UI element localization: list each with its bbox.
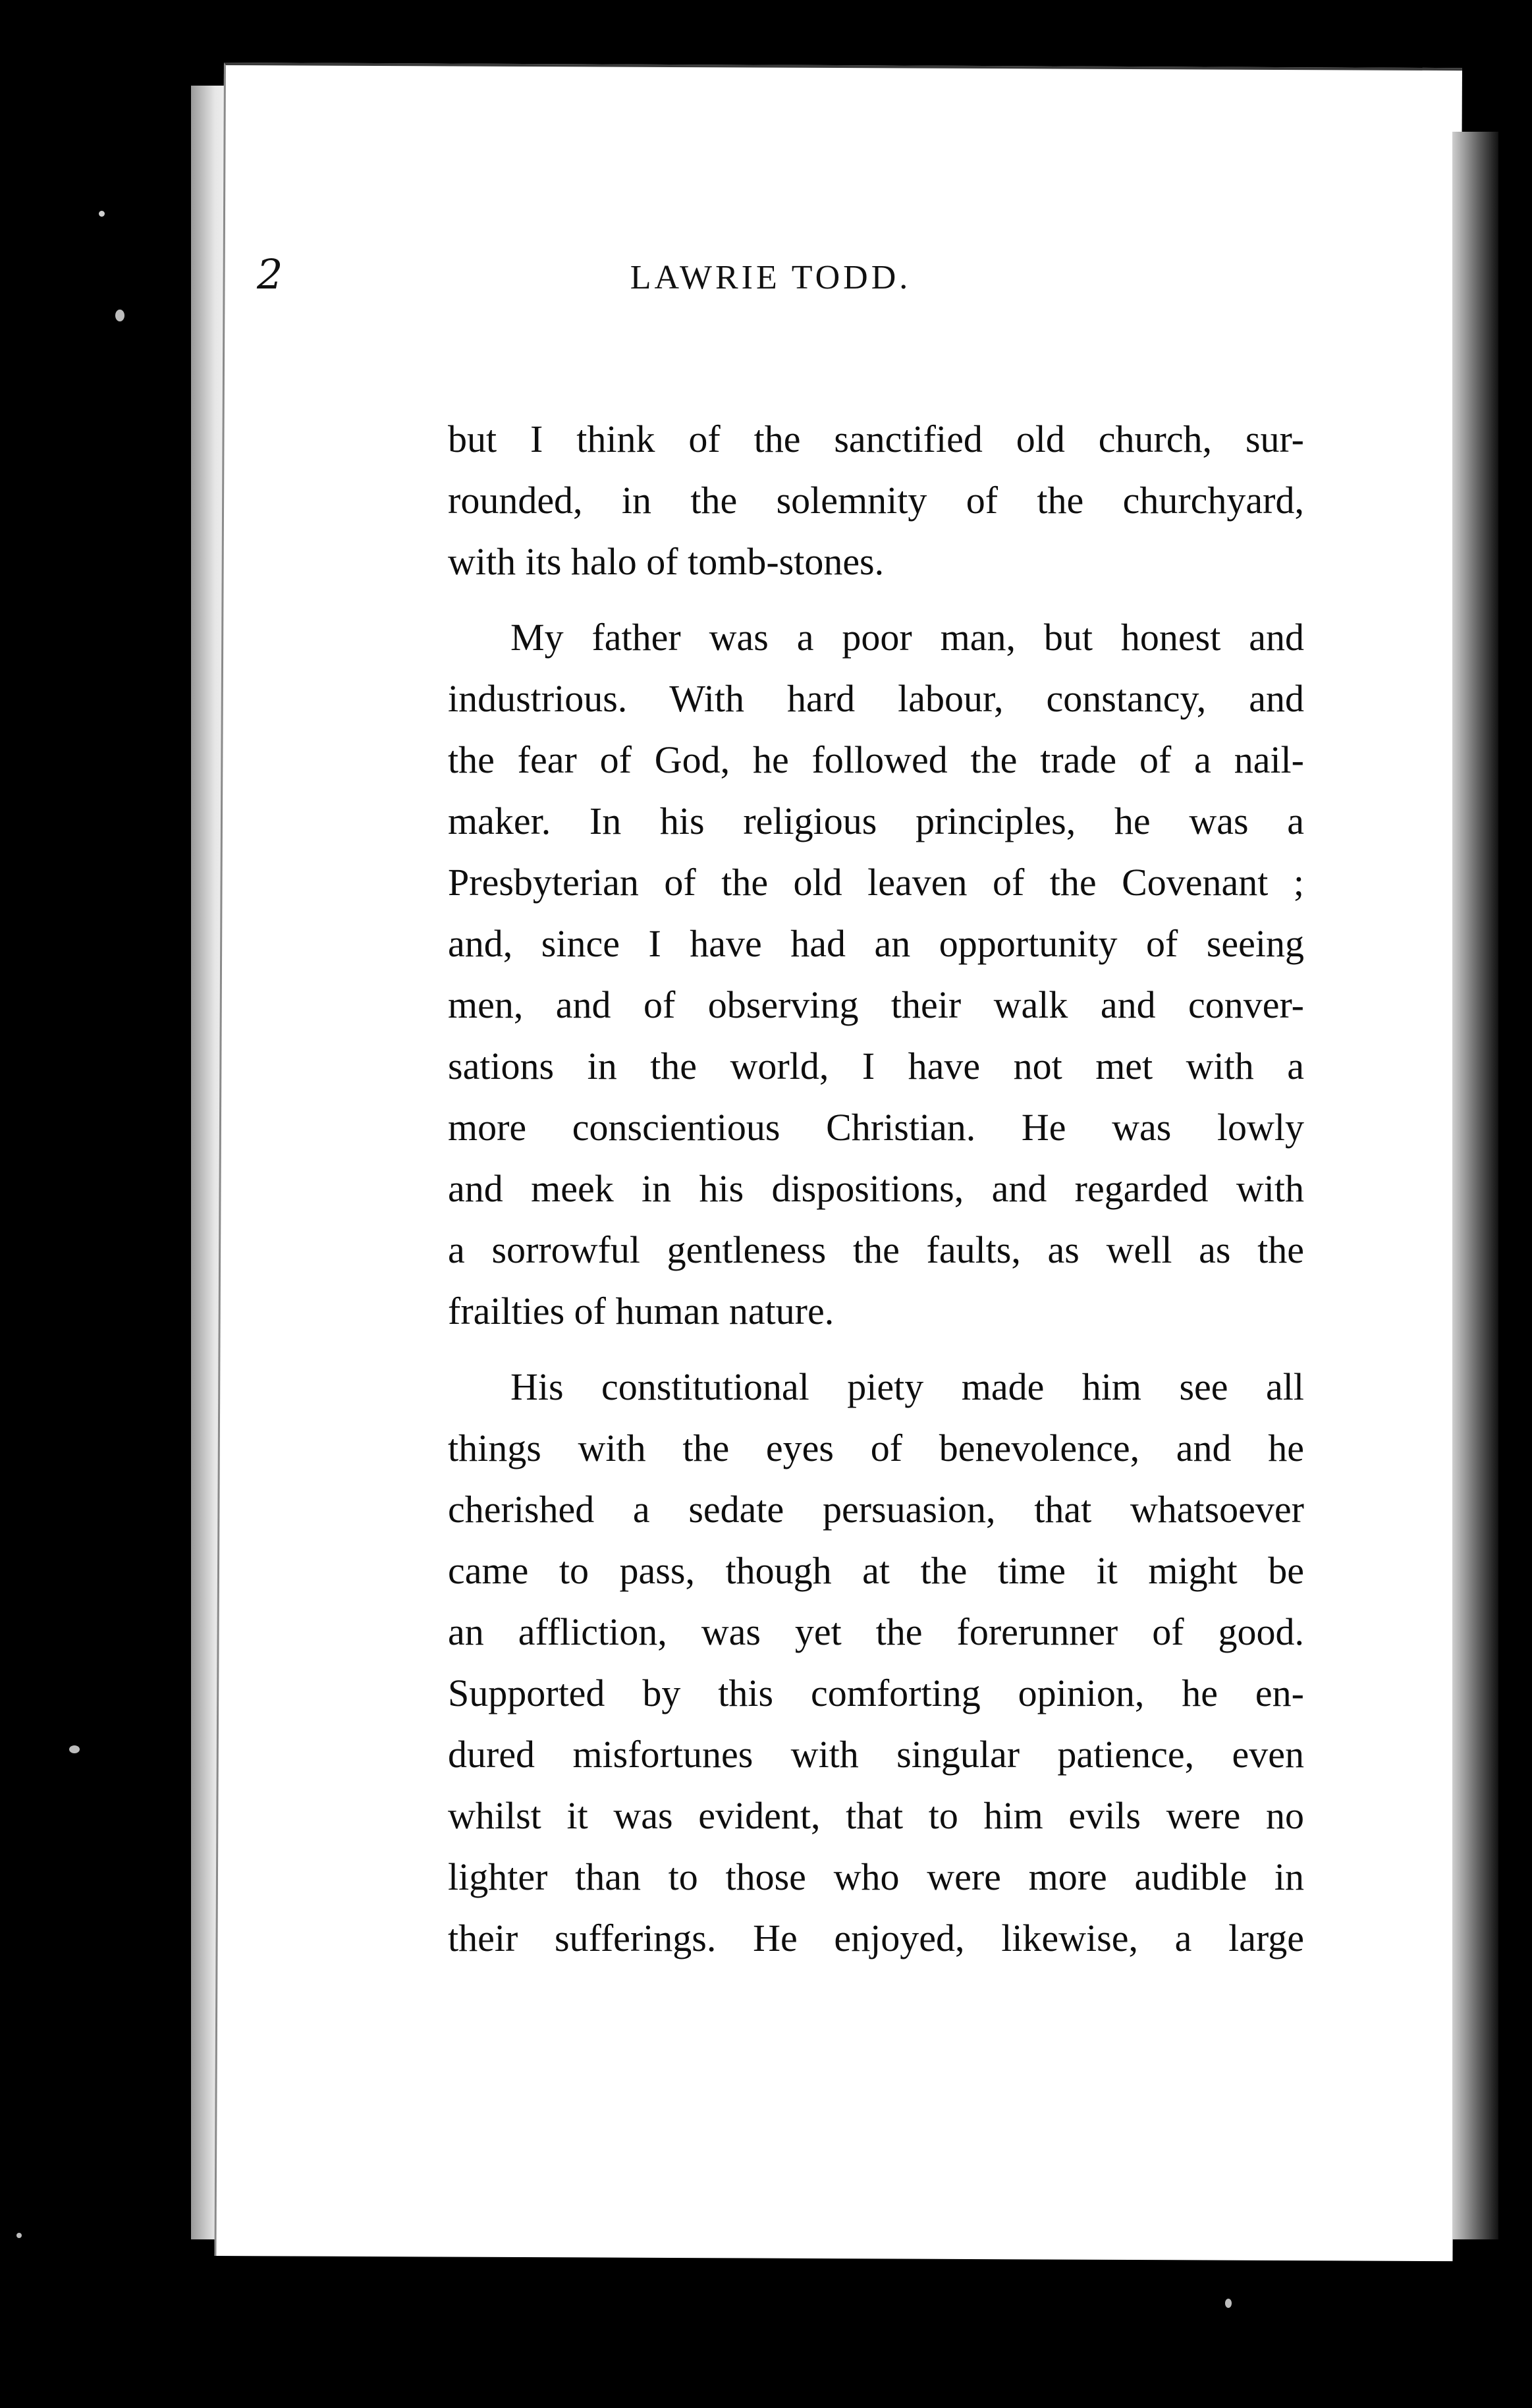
text-line: more conscientious Christian. He was lowly xyxy=(448,1106,1304,1149)
page-gutter-shadow xyxy=(1452,132,1498,2239)
text-line: frailties of human nature. xyxy=(448,1290,834,1332)
text-line: men, and of observing their walk and conver- xyxy=(448,983,1304,1026)
scan-speck xyxy=(16,2233,22,2238)
scan-speck xyxy=(99,211,105,217)
text-line: His constitutional piety made him see all xyxy=(510,1365,1304,1408)
text-line: lighter than to those who were more audible in xyxy=(448,1855,1304,1898)
text-line: cherished a sedate persuasion, that whatsoever xyxy=(448,1488,1304,1531)
running-head xyxy=(257,250,1284,310)
text-line: but I think of the sanctified old church, sur- xyxy=(448,418,1304,460)
text-line: an affliction, was yet the forerunner of good. xyxy=(448,1610,1304,1653)
text-line: a sorrowful gentleness the faults, as well as the xyxy=(448,1228,1304,1271)
text-line: things with the eyes of benevolence, and he xyxy=(448,1427,1304,1469)
scan-speck xyxy=(115,310,124,321)
text-line: sations in the world, I have not met with a xyxy=(448,1045,1304,1087)
page-number: 2 xyxy=(257,250,283,298)
text-line: came to pass, though at the time it might be xyxy=(448,1549,1304,1592)
scan-speck xyxy=(1225,2299,1232,2308)
text-line: and, since I have had an opportunity of seeing xyxy=(448,922,1304,965)
text-line: rounded, in the solemnity of the churchyard, xyxy=(448,479,1304,522)
text-line: My father was a poor man, but honest and xyxy=(510,616,1304,659)
text-line: dured misfortunes with singular patience, even xyxy=(448,1733,1304,1776)
text-line: their sufferings. He enjoyed, likewise, a large xyxy=(448,1917,1304,1959)
text-line: Supported by this comforting opinion, he en- xyxy=(448,1672,1304,1714)
running-title: LAWRIE TODD. xyxy=(630,259,912,296)
text-line: whilst it was evident, that to him evils were no xyxy=(448,1794,1304,1837)
text-line: industrious. With hard labour, constancy, and xyxy=(448,677,1304,720)
text-line: Presbyterian of the old leaven of the Covenant ; xyxy=(448,861,1304,904)
text-line: maker. In his religious principles, he was a xyxy=(448,800,1304,842)
text-line: the fear of God, he followed the trade of a nail- xyxy=(448,738,1304,781)
scan-speck xyxy=(69,1745,80,1753)
text-line: and meek in his dispositions, and regarded with xyxy=(448,1167,1304,1210)
text-line: with its halo of tomb-stones. xyxy=(448,540,885,583)
body-text xyxy=(448,408,1304,1969)
